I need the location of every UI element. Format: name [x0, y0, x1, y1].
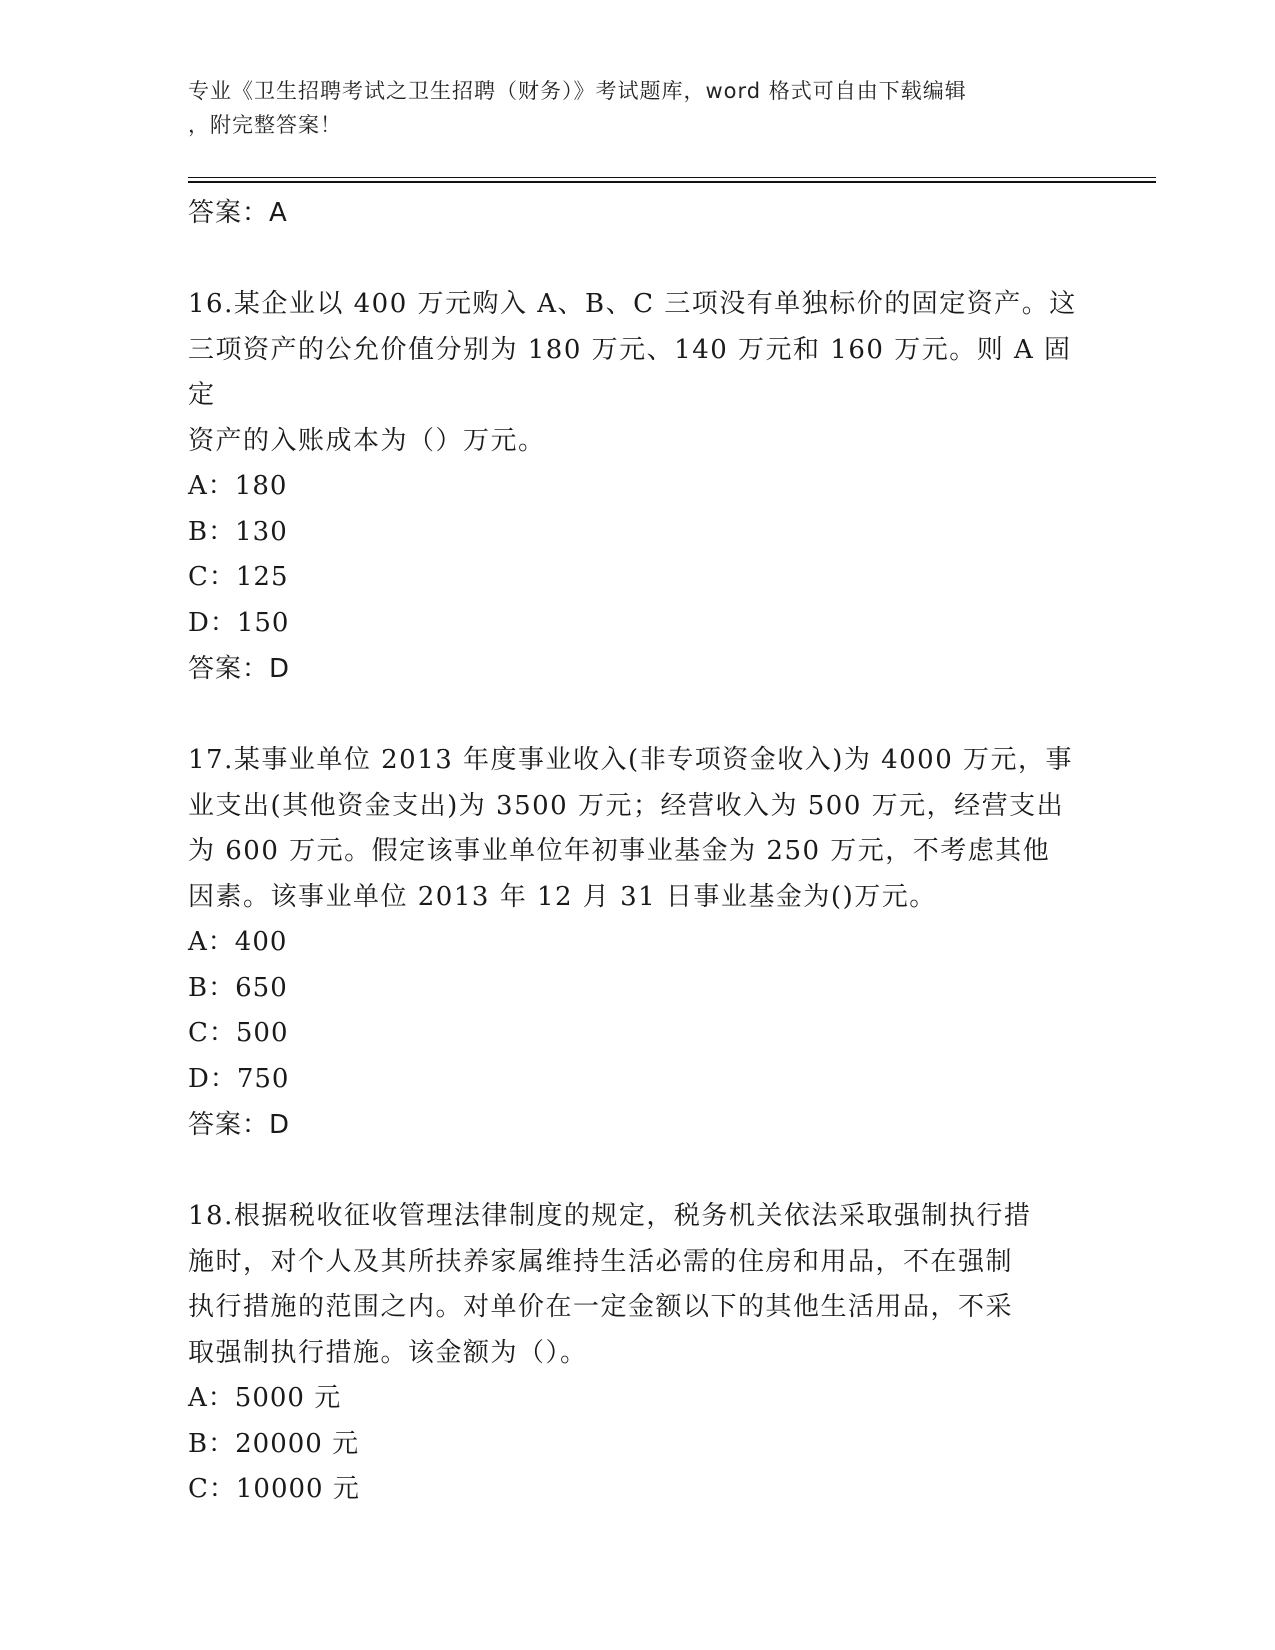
- option-c: C：500: [188, 1018, 289, 1048]
- question-stem: [188, 282, 1088, 464]
- stem-line: 资产的入账成本为（）万元。: [188, 425, 546, 456]
- document-body: [188, 190, 1088, 1513]
- header-divider-thin: [188, 177, 1156, 178]
- stem-line: 三项资产的公允价值分别为 180 万元、140 万元和 160 万元。则 A 固定: [188, 334, 1072, 410]
- option-c: C：10000 元: [188, 1474, 360, 1504]
- previous-answer: 答案：A: [188, 198, 288, 228]
- question-16: [188, 282, 1088, 692]
- option-a: A：5000 元: [188, 1383, 342, 1413]
- stem-line: 为 600 万元。假定该事业单位年初事业基金为 250 万元，不考虑其他: [188, 836, 1051, 866]
- spacer: [188, 692, 1088, 738]
- stem-line: 因素。该事业单位 2013 年 12 月 31 日事业基金为()万元。: [188, 881, 937, 912]
- spacer: [188, 1148, 1088, 1194]
- option-a: A：180: [188, 471, 288, 501]
- option-d: D：150: [188, 607, 290, 638]
- question-17: [188, 738, 1088, 1148]
- question-stem: [188, 738, 1088, 920]
- question-answer: 答案：D: [188, 654, 291, 684]
- option-a: A：400: [188, 927, 288, 957]
- stem-line: 业支出(其他资金支出)为 3500 万元；经营收入为 500 万元，经营支出: [188, 790, 1065, 821]
- header-line-1: 专业《卫生招聘考试之卫生招聘（财务）》考试题库，word 格式可自由下载编辑: [188, 79, 967, 103]
- question-answer: 答案：D: [188, 1110, 291, 1140]
- stem-line: 18.根据税收征收管理法律制度的规定，税务机关依法采取强制执行措: [188, 1201, 1032, 1231]
- stem-line: 16.某企业以 400 万元购入 A、B、C 三项没有单独标价的固定资产。这: [188, 289, 1077, 319]
- stem-line: 取强制执行措施。该金额为（）。: [188, 1337, 588, 1368]
- option-b: B：650: [188, 972, 288, 1003]
- header-divider-thick: [188, 181, 1156, 183]
- question-18: [188, 1194, 1088, 1513]
- option-b: B：20000 元: [188, 1428, 360, 1459]
- page-header: [188, 74, 1068, 142]
- option-b: B：130: [188, 516, 288, 547]
- option-c: C：125: [188, 562, 289, 592]
- header-line-2: ，附完整答案！: [188, 113, 342, 137]
- spacer: [188, 236, 1088, 282]
- question-stem: [188, 1194, 1088, 1376]
- stem-line: 执行措施的范围之内。对单价在一定金额以下的其他生活用品，不采: [188, 1292, 1014, 1322]
- option-d: D：750: [188, 1063, 290, 1094]
- stem-line: 施时，对个人及其所扶养家属维持生活必需的住房和用品，不在强制: [188, 1246, 1014, 1277]
- stem-line: 17.某事业单位 2013 年度事业收入(非专项资金收入)为 4000 万元，事: [188, 745, 1074, 775]
